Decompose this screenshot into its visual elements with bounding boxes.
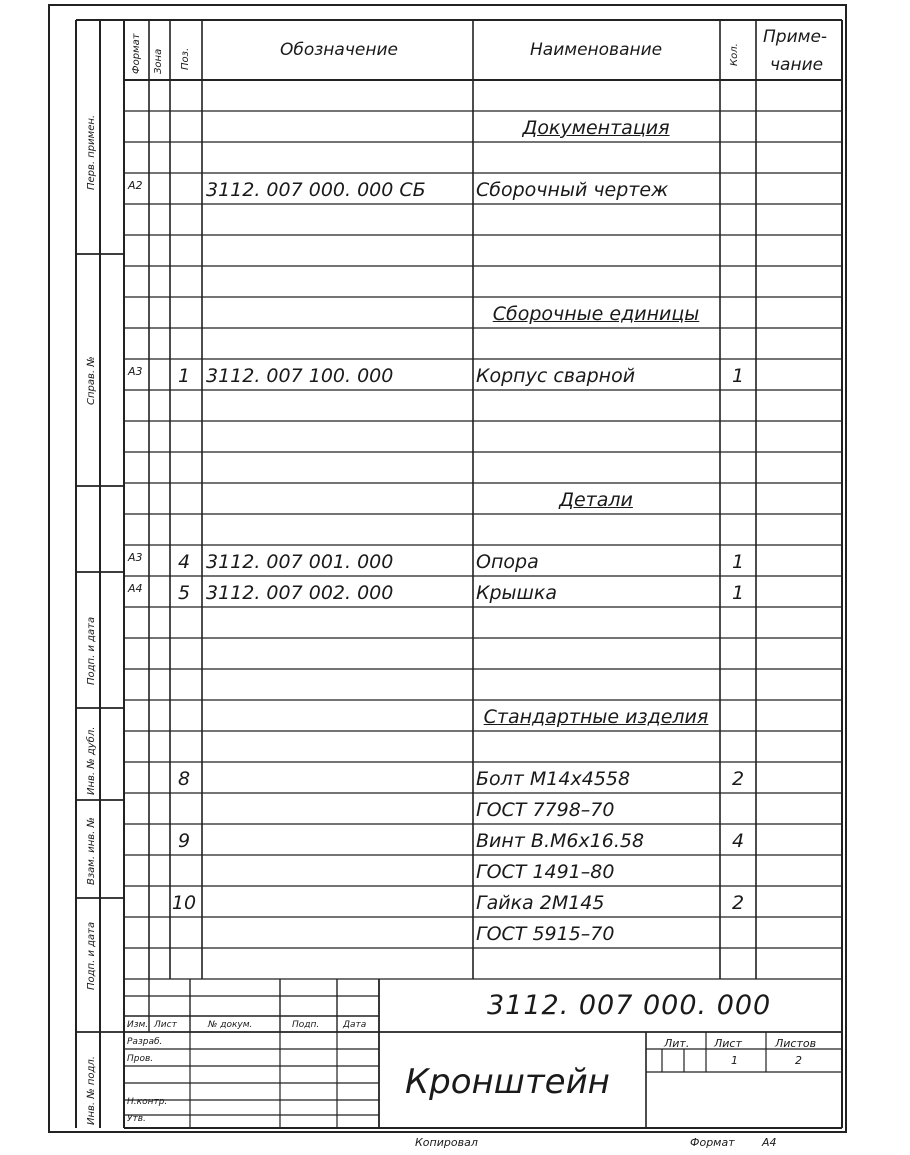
row-quantity: 1 [731,365,745,387]
header-designation: Обозначение [280,40,398,60]
row-name: ГОСТ 1491–80 [476,861,615,883]
lit-label: Лит. [664,1037,690,1050]
role-utv: Утв. [127,1114,146,1124]
row-name: Опора [476,551,539,573]
row-position: 1 [177,365,191,387]
doc-number: 3112. 007 000. 000 [487,990,772,1021]
row-designation: 3112. 007 100. 000 [206,365,394,387]
row-position: 5 [177,582,191,604]
side-label-inv-podl: Инв. № подл. [86,1056,97,1125]
row-quantity: 4 [731,830,745,852]
side-label-inv-dubl: Инв. № дубл. [86,726,97,795]
footer-format-value: А4 [762,1136,777,1149]
row-section-title: Детали [559,489,633,511]
row-name: Винт В.М6х16.58 [476,830,645,852]
row-quantity: 1 [731,582,745,604]
header-qty: Кол. [729,43,740,66]
row-position: 8 [177,768,191,790]
side-label-podp-data-2: Подп. и дата [86,921,97,990]
col-podp: Подп. [292,1020,320,1030]
row-section-title: Сборочные единицы [492,303,700,325]
row-position: 9 [177,830,191,852]
row-quantity: 1 [731,551,745,573]
row-format: А2 [128,179,143,192]
header-note-line2: чание [770,55,824,75]
row-format: А3 [128,551,143,564]
col-list: Лист [154,1020,177,1030]
header-zone: Зона [153,48,164,74]
col-ndoc: № докум. [208,1020,253,1030]
role-razrab: Разраб. [127,1037,163,1047]
row-name: Гайка 2М145 [476,892,605,914]
header-name: Наименование [530,40,663,60]
row-designation: 3112. 007 001. 000 [206,551,394,573]
row-name: Болт М14х4558 [476,768,631,790]
row-section-title: Документация [522,117,670,139]
row-position: 10 [171,892,197,914]
role-nkontr: Н.контр. [127,1097,168,1107]
row-name: Сборочный чертеж [476,179,669,201]
row-section-title: Стандартные изделия [483,706,709,728]
role-prov: Пров. [127,1054,154,1064]
row-name: Корпус сварной [476,365,636,387]
drawing-title: Кронштейн [405,1062,610,1102]
row-name: Крышка [476,582,558,604]
footer-copied: Копировал [415,1136,478,1149]
row-format: А3 [128,365,143,378]
row-format: А4 [128,582,143,595]
row-name: ГОСТ 5915–70 [476,923,615,945]
footer-format-label: Формат [690,1136,735,1149]
side-label-sprav-no: Справ. № [86,356,97,405]
header-format: Формат [131,33,142,74]
row-quantity: 2 [731,768,745,790]
sheets-label: Листов [775,1037,817,1050]
row-quantity: 2 [731,892,745,914]
row-position: 4 [177,551,191,573]
header-pos: Поз. [180,47,191,70]
col-izm: Изм. [127,1020,149,1030]
sheet-value: 1 [731,1054,738,1067]
side-label-perv-primen: Перв. примен. [86,114,97,190]
row-name: ГОСТ 7798–70 [476,799,615,821]
side-label-podp-data-1: Подп. и дата [86,616,97,685]
col-data: Дата [343,1020,367,1030]
sheet-label: Лист [714,1037,742,1050]
sheets-value: 2 [795,1054,802,1067]
row-designation: 3112. 007 000. 000 СБ [206,179,426,201]
row-designation: 3112. 007 002. 000 [206,582,394,604]
side-label-vzam-inv: Взам. инв. № [86,817,97,885]
header-note-line1: Приме- [763,27,828,47]
